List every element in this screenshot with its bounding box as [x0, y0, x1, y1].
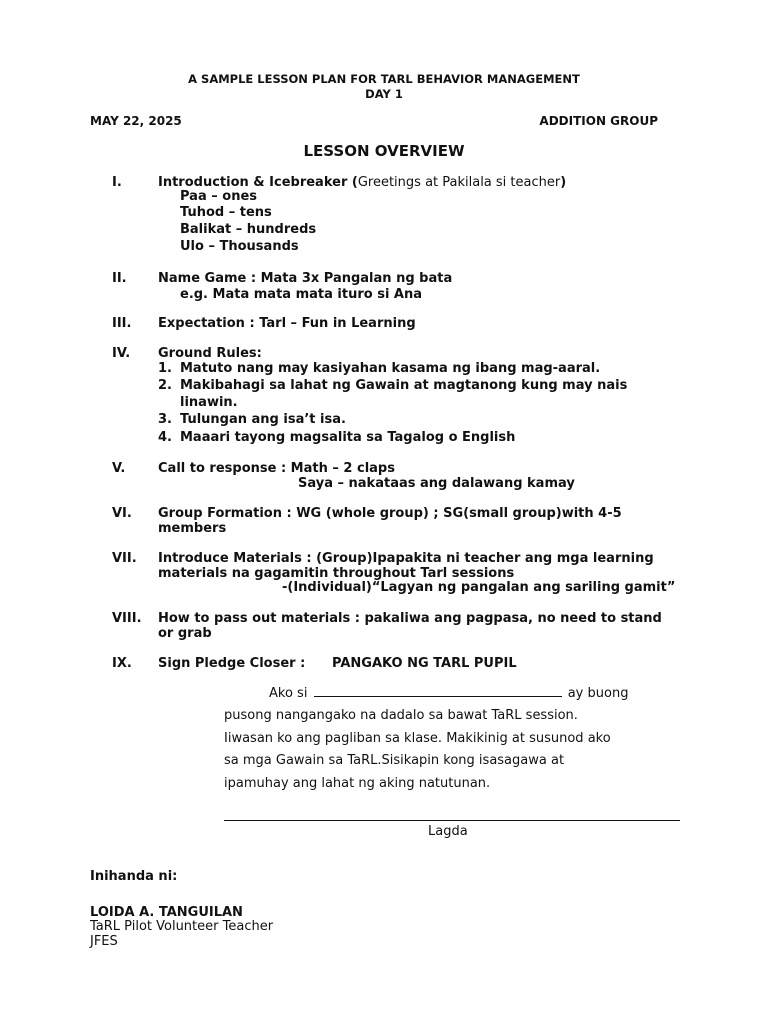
- rule-text: Tulungan ang isa’t isa.: [180, 412, 346, 427]
- rule-number: 1.: [158, 361, 172, 376]
- section-number: IV.: [112, 346, 131, 361]
- pledge-line-5: ipamuhay ang lahat ng aking natutunan.: [224, 776, 491, 791]
- section-8-text-2: or grab: [158, 626, 212, 641]
- section-8-text: How to pass out materials : pakaliwa ang pagpasa, no need to stand: [158, 611, 662, 626]
- section-7-text-2: materials na gagamitin throughout Tarl sessions: [158, 566, 515, 581]
- section-number: IX.: [112, 656, 132, 671]
- rule-number: 2.: [158, 378, 172, 393]
- list-item: Paa – ones: [180, 189, 258, 204]
- section-1-title-close: ): [560, 175, 567, 190]
- section-number: I.: [112, 175, 122, 190]
- rule-text: linawin.: [180, 395, 238, 410]
- pledge-line-4: sa mga Gawain sa TaRL.Sisikapin kong isasagawa at: [224, 753, 565, 768]
- section-7-text: Introduce Materials : (Group)Ipapakita ni teacher ang mga learning: [158, 551, 654, 566]
- section-number: II.: [112, 271, 127, 286]
- section-6-text: Group Formation : WG (whole group) ; SG(small group)with 4-5: [158, 506, 622, 521]
- signature-line: [224, 820, 680, 821]
- pledge-line-2: pusong nangangako na dadalo sa bawat TaRL session.: [224, 708, 578, 723]
- section-number: III.: [112, 316, 132, 331]
- list-item: Ulo – Thousands: [180, 239, 299, 254]
- teacher-role: TaRL Pilot Volunteer Teacher: [90, 919, 274, 934]
- section-number: VIII.: [112, 611, 142, 626]
- section-7-text-3: -(Individual)“Lagyan ng pangalan ang sariling gamit”: [282, 580, 676, 595]
- rule-text: Maaari tayong magsalita sa Tagalog o English: [180, 430, 516, 445]
- school-name: JFES: [90, 934, 118, 949]
- section-9-text: Sign Pledge Closer :: [158, 656, 306, 671]
- section-1-title: [158, 175, 566, 190]
- section-2-text: Name Game : Mata 3x Pangalan ng bata: [158, 271, 453, 286]
- prepared-by-label: Inihanda ni:: [90, 869, 178, 884]
- pledge-line-3: Iiwasan ko ang pagliban sa klase. Makikinig at susunod ako: [224, 731, 611, 746]
- group-label: ADDITION GROUP: [539, 114, 658, 128]
- section-3-text: Expectation : Tarl – Fun in Learning: [158, 316, 416, 331]
- section-4-text: Ground Rules:: [158, 346, 262, 361]
- name-blank: [314, 685, 562, 697]
- section-5-text: Call to response : Math – 2 claps: [158, 461, 395, 476]
- section-1-title-note: Greetings at Pakilala si teacher: [357, 175, 561, 190]
- pledge-start: Ako si: [269, 686, 308, 701]
- section-6-text-2: members: [158, 521, 227, 536]
- date-label: MAY 22, 2025: [90, 114, 182, 128]
- section-5-text-2: Saya – nakataas ang dalawang kamay: [298, 476, 575, 491]
- teacher-name: LOIDA A. TANGUILAN: [90, 905, 243, 920]
- list-item: Balikat – hundreds: [180, 222, 317, 237]
- rule-text: Makibahagi sa lahat ng Gawain at magtanong kung may nais: [180, 378, 628, 393]
- signature-label: Lagda: [428, 824, 468, 839]
- lesson-overview-heading: LESSON OVERVIEW: [303, 142, 465, 160]
- section-number: VII.: [112, 551, 137, 566]
- section-2-example: e.g. Mata mata mata ituro si Ana: [180, 287, 423, 302]
- document-title: A SAMPLE LESSON PLAN FOR TARL BEHAVIOR MANAGEMENT: [188, 72, 580, 86]
- pledge-title: PANGAKO NG TARL PUPIL: [332, 656, 517, 671]
- section-number: VI.: [112, 506, 132, 521]
- pledge-line-1: [269, 685, 628, 701]
- day-label: DAY 1: [365, 87, 403, 101]
- list-item: Tuhod – tens: [180, 205, 272, 220]
- section-number: V.: [112, 461, 126, 476]
- section-1-title-text: Introduction & Icebreaker (: [158, 175, 358, 190]
- rule-text: Matuto nang may kasiyahan kasama ng ibang mag-aaral.: [180, 361, 601, 376]
- pledge-end: ay buong: [567, 686, 629, 701]
- rule-number: 3.: [158, 412, 172, 427]
- rule-number: 4.: [158, 430, 172, 445]
